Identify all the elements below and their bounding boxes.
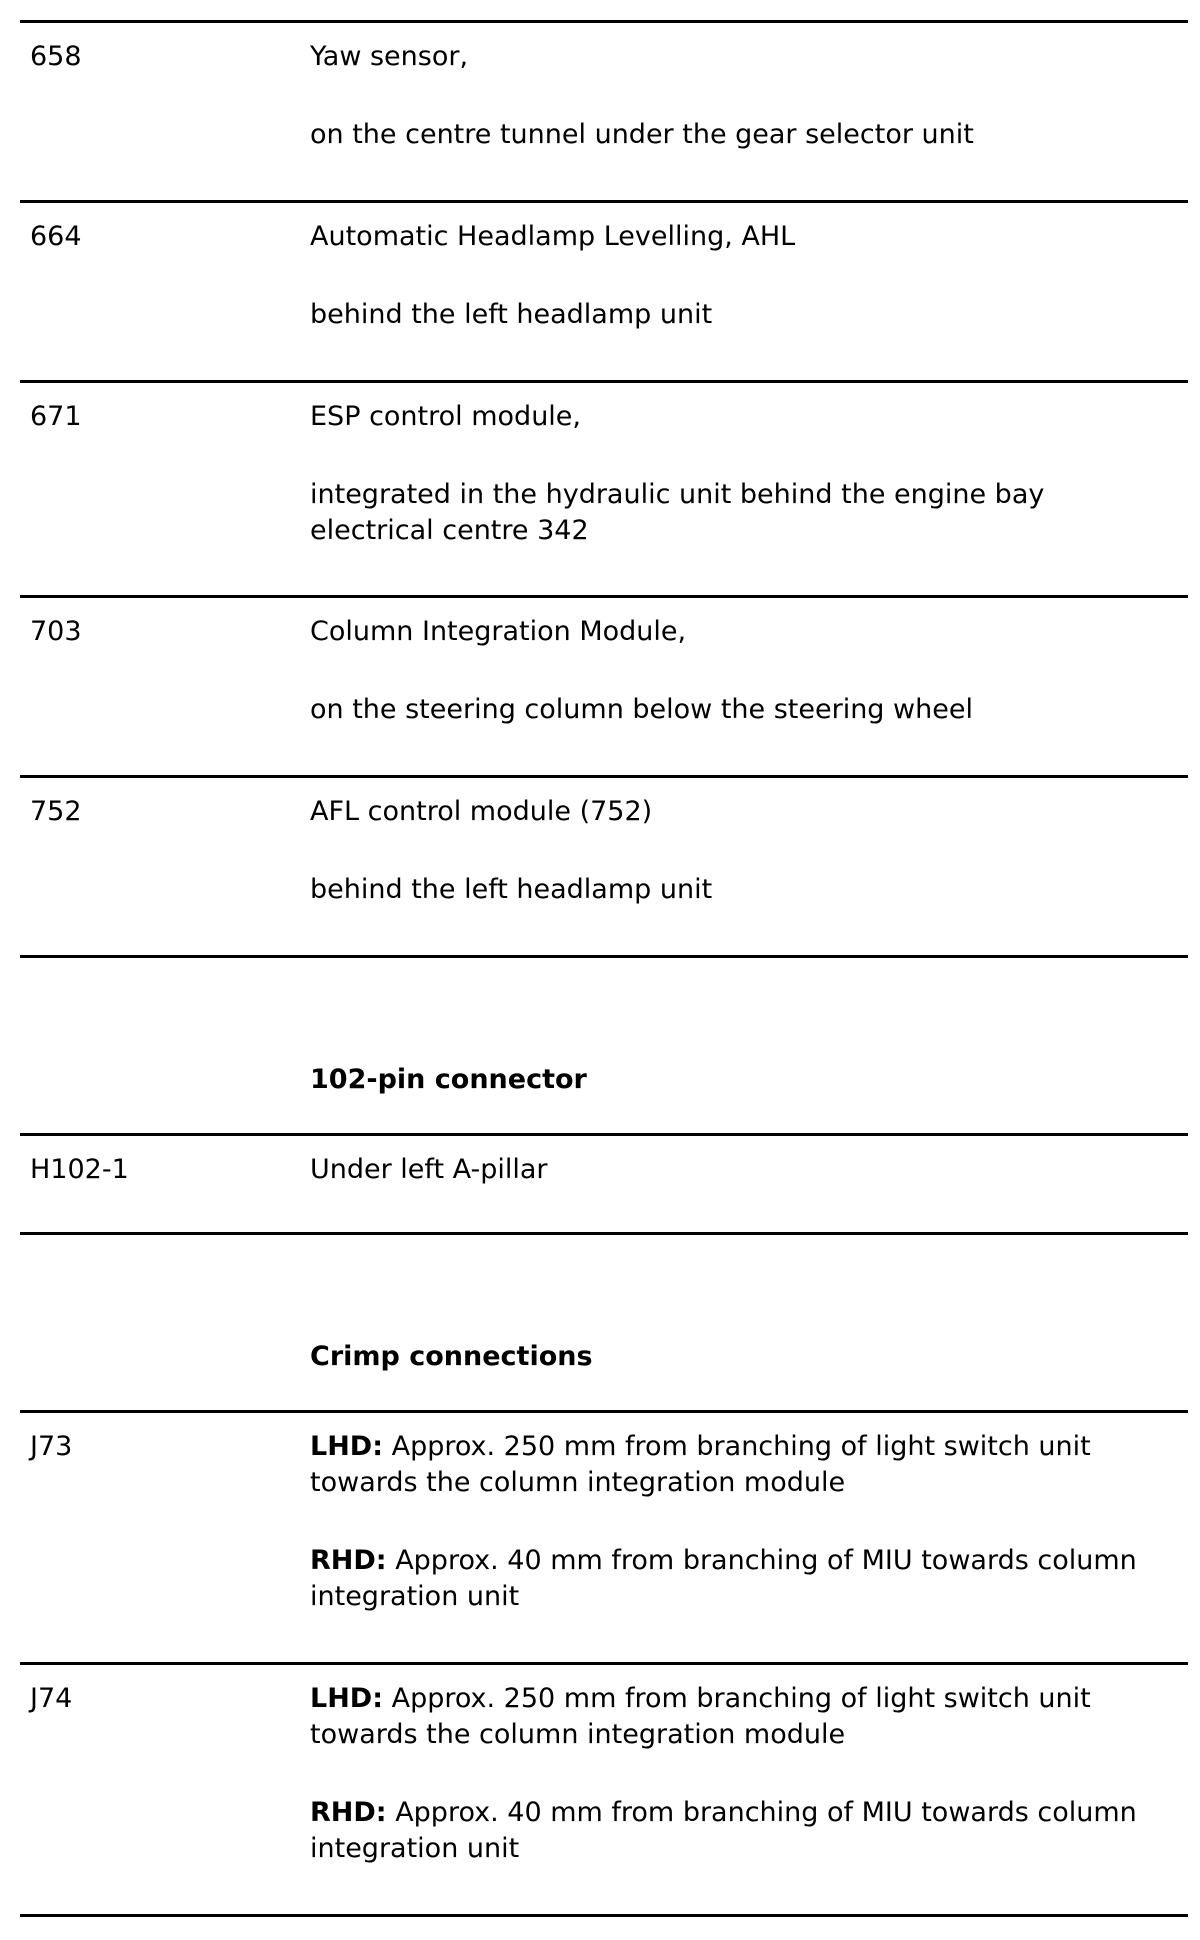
component-code: 658	[30, 41, 82, 72]
lhd-note	[310, 1681, 1168, 1753]
rhd-note	[310, 1543, 1168, 1615]
component-description	[310, 598, 1188, 728]
component-location: on the centre tunnel under the gear selector unit	[310, 119, 974, 150]
connector-location-text: Under left A-pillar	[310, 1154, 548, 1185]
component-location: integrated in the hydraulic unit behind the engine bay electrical centre 342	[310, 479, 1045, 546]
section-heading-crimp: Crimp connections	[310, 1341, 593, 1372]
component-code: 703	[30, 616, 82, 647]
crimp-code: J73	[30, 1431, 73, 1462]
lhd-label: LHD:	[310, 1683, 384, 1714]
component-name: AFL control module (752)	[310, 796, 653, 827]
component-location: on the steering column below the steering wheel	[310, 694, 973, 725]
table-row	[20, 1410, 1188, 1662]
table-row	[20, 595, 1188, 775]
rhd-label: RHD:	[310, 1797, 387, 1828]
component-name: Yaw sensor,	[310, 41, 469, 72]
component-name: ESP control module,	[310, 401, 582, 432]
component-description	[310, 778, 1188, 908]
component-location: behind the left headlamp unit	[310, 874, 713, 905]
lhd-text: Approx. 250 mm from branching of light switch unit towards the column integration module	[310, 1431, 1091, 1498]
lhd-label: LHD:	[310, 1431, 384, 1462]
rhd-label: RHD:	[310, 1545, 387, 1576]
rhd-text: Approx. 40 mm from branching of MIU towards column integration unit	[310, 1545, 1137, 1612]
component-name: Automatic Headlamp Levelling, AHL	[310, 221, 796, 252]
lhd-text: Approx. 250 mm from branching of light switch unit towards the column integration module	[310, 1683, 1091, 1750]
component-code: 664	[30, 221, 82, 252]
rhd-text: Approx. 40 mm from branching of MIU towards column integration unit	[310, 1797, 1137, 1864]
table-row	[20, 775, 1188, 958]
component-description	[310, 383, 1188, 549]
crimp-description	[310, 1665, 1188, 1867]
section-heading-connector: 102-pin connector	[310, 1064, 587, 1095]
component-location: behind the left headlamp unit	[310, 299, 713, 330]
table-row	[20, 1133, 1188, 1235]
crimp-description	[310, 1413, 1188, 1615]
table-row	[20, 200, 1188, 380]
rhd-note	[310, 1795, 1168, 1867]
component-name: Column Integration Module,	[310, 616, 687, 647]
table-row	[20, 380, 1188, 595]
crimp-code: J74	[30, 1683, 73, 1714]
component-description	[310, 203, 1188, 333]
connector-code: H102-1	[30, 1154, 129, 1185]
lhd-note	[310, 1429, 1168, 1501]
component-code: 752	[30, 796, 82, 827]
document-page	[20, 20, 1188, 1917]
component-code: 671	[30, 401, 82, 432]
component-description	[310, 23, 1188, 153]
table-row	[20, 1662, 1188, 1917]
connector-location	[310, 1136, 1188, 1188]
table-row	[20, 20, 1188, 200]
